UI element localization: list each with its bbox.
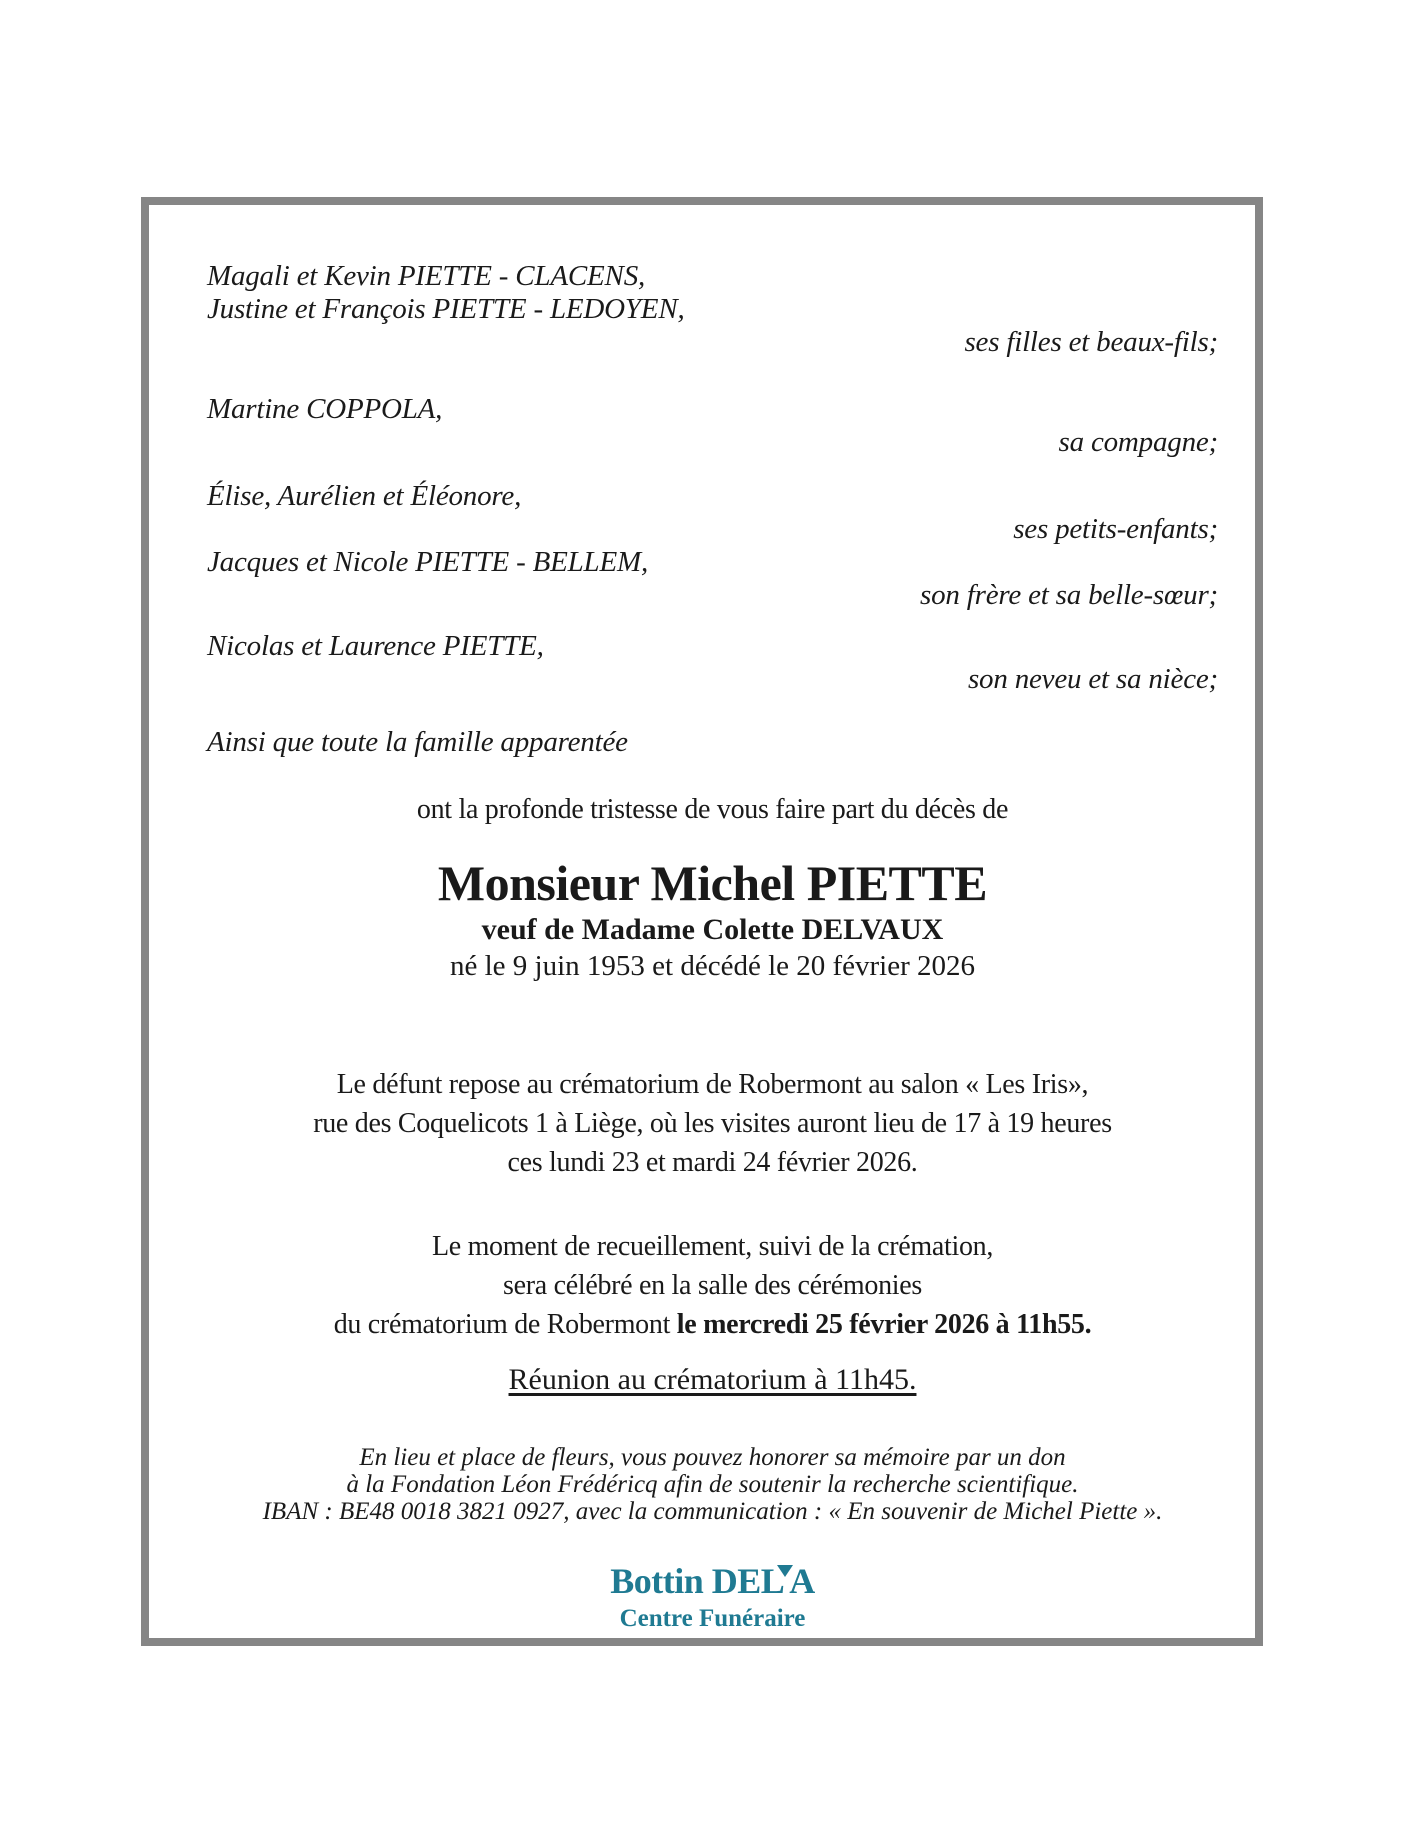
logo-text-suffix: A: [789, 1561, 815, 1601]
relation-label: sa compagne;: [1058, 426, 1218, 458]
ceremony-line: [207, 1305, 1218, 1344]
meeting-line: Réunion au crématorium à 11h45.: [508, 1363, 917, 1396]
donation-line: En lieu et place de fleurs, vous pouvez honorer sa mémoire par un don: [359, 1444, 1066, 1471]
family-names-line: Martine COPPOLA,: [207, 393, 443, 425]
visitation-line: Le défunt repose au crématorium de Robermont au salon « Les Iris»,: [336, 1069, 1089, 1100]
funeral-home-logo: [207, 1561, 1218, 1601]
announcement-content: [149, 205, 1255, 1638]
family-group: [207, 726, 1218, 759]
logo-text-prefix: Bottin DEL: [610, 1561, 785, 1601]
visitation-section: [207, 1065, 1218, 1182]
relation-label: ses petits-enfants;: [1013, 513, 1218, 545]
family-names-line: Justine et François PIETTE - LEDOYEN,: [207, 293, 685, 325]
family-group: [207, 393, 1218, 459]
relation-label: son frère et sa belle-sœur;: [920, 579, 1218, 611]
visitation-line: ces lundi 23 et mardi 24 février 2026.: [507, 1147, 918, 1178]
deceased-life-dates: né le 9 juin 1953 et décédé le 20 février 2026: [449, 950, 976, 982]
ceremony-datetime: le mercredi 25 février 2026 à 11h55.: [676, 1309, 1092, 1340]
family-group: [207, 546, 1218, 612]
family-names-line: Jacques et Nicole PIETTE - BELLEM,: [207, 546, 649, 578]
donation-section: [207, 1444, 1218, 1525]
family-names-line: Élise, Aurélien et Éléonore,: [207, 480, 522, 512]
visitation-line: rue des Coquelicots 1 à Liège, où les visites auront lieu de 17 à 19 heures: [313, 1108, 1112, 1139]
deceased-widower-line: veuf de Madame Colette DELVAUX: [481, 913, 944, 946]
deceased-name: Monsieur Michel PIETTE: [437, 855, 988, 911]
family-group: [207, 630, 1218, 696]
announcement-intro: ont la profonde tristesse de vous faire part du décès de: [416, 794, 1009, 825]
family-section: [207, 260, 1218, 759]
donation-line: à la Fondation Léon Frédéricq afin de soutenir la recherche scientifique.: [346, 1471, 1079, 1498]
ceremony-line: Le moment de recueillement, suivi de la crémation,: [431, 1231, 994, 1262]
funeral-home-subtitle: Centre Funéraire: [619, 1605, 806, 1632]
family-names-line: Nicolas et Laurence PIETTE,: [207, 630, 544, 662]
donation-line: IBAN : BE48 0018 3821 0927, avec la communication : « En souvenir de Michel Piette ».: [262, 1498, 1163, 1525]
ceremony-location: du crématorium de Robermont: [333, 1309, 671, 1340]
ceremony-section: [207, 1227, 1218, 1344]
family-group: [207, 260, 1218, 359]
relation-label: ses filles et beaux-fils;: [964, 326, 1218, 358]
relation-label: son neveu et sa nièce;: [967, 663, 1218, 695]
family-group: [207, 480, 1218, 546]
extended-family-line: Ainsi que toute la famille apparentée: [207, 726, 628, 758]
family-names-line: Magali et Kevin PIETTE - CLACENS,: [207, 260, 646, 292]
ceremony-line: sera célébré en la salle des cérémonies: [503, 1270, 922, 1301]
announcement-frame: [141, 197, 1263, 1646]
